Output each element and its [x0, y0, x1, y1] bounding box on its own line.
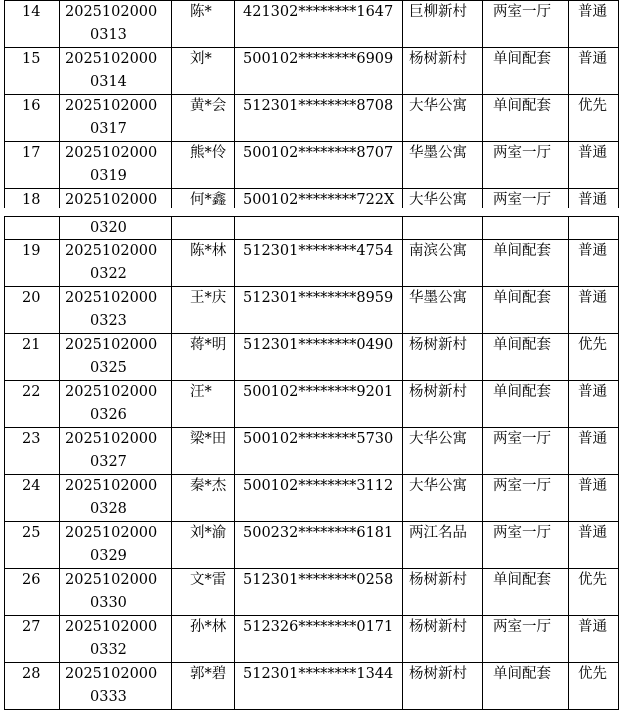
cell-category: 普通 — [569, 48, 619, 95]
cell-code — [60, 240, 172, 287]
table-row — [5, 522, 619, 569]
cell-code — [60, 428, 172, 475]
code-line-2: 0323 — [90, 313, 127, 329]
code-line-2: 0326 — [90, 407, 127, 423]
code-line-1: 2025102000 — [65, 51, 158, 67]
cell-category — [569, 217, 619, 240]
code-line-1: 2025102000 — [65, 337, 158, 353]
cell-code — [60, 1, 172, 48]
code-line-2: 0320 — [90, 220, 127, 236]
table-row — [5, 1, 619, 48]
cell-no: 16 — [5, 95, 60, 142]
cell-no — [5, 217, 60, 240]
code-line-1: 2025102000 — [65, 431, 158, 447]
cell-name: 孙*林 — [172, 616, 235, 663]
cell-type: 两室一厅 — [483, 616, 569, 663]
cell-area: 大华公寓 — [403, 428, 483, 475]
code-line-1: 2025102000 — [65, 572, 158, 588]
cell-id: 512301********8708 — [235, 95, 403, 142]
table-row — [5, 142, 619, 189]
cell-name: 王*庆 — [172, 287, 235, 334]
cell-type: 单间配套 — [483, 95, 569, 142]
cell-category: 优先 — [569, 663, 619, 710]
cell-name: 熊*伶 — [172, 142, 235, 189]
cell-id: 500102********722X — [235, 189, 403, 213]
cell-area: 杨树新村 — [403, 663, 483, 710]
code-line-2: 0332 — [90, 642, 127, 658]
cell-type: 两室一厅 — [483, 142, 569, 189]
cell-area: 华墨公寓 — [403, 287, 483, 334]
cell-name: 郭*碧 — [172, 663, 235, 710]
code-line-1: 2025102000 — [65, 384, 158, 400]
cell-id: 512301********1344 — [235, 663, 403, 710]
cell-category: 普通 — [569, 142, 619, 189]
cell-code — [60, 663, 172, 710]
cell-type: 两室一厅 — [483, 1, 569, 48]
cell-area: 华墨公寓 — [403, 142, 483, 189]
cell-code — [60, 381, 172, 428]
table-row — [5, 428, 619, 475]
code-line-2: 0313 — [90, 27, 127, 43]
code-line-2: 0325 — [90, 360, 127, 376]
cell-category: 普通 — [569, 381, 619, 428]
cell-type: 单间配套 — [483, 663, 569, 710]
cell-category: 优先 — [569, 334, 619, 381]
cell-id: 500102********9201 — [235, 381, 403, 428]
cell-no: 24 — [5, 475, 60, 522]
code-line-1: 2025102000 — [65, 666, 158, 682]
cell-code — [60, 217, 172, 240]
cell-name: 汪* — [172, 381, 235, 428]
cell-id: 512301********4754 — [235, 240, 403, 287]
table-row-continuation — [5, 217, 619, 240]
table-row — [5, 475, 619, 522]
cell-no: 25 — [5, 522, 60, 569]
code-line-1: 2025102000 — [65, 98, 158, 114]
cell-code — [60, 334, 172, 381]
table-row — [5, 287, 619, 334]
cell-no: 14 — [5, 1, 60, 48]
cell-no: 20 — [5, 287, 60, 334]
cell-area: 杨树新村 — [403, 334, 483, 381]
code-line-2: 0314 — [90, 74, 127, 90]
cell-area: 杨树新村 — [403, 616, 483, 663]
code-line-1: 2025102000 — [65, 619, 158, 635]
cell-type: 单间配套 — [483, 240, 569, 287]
cell-type: 两室一厅 — [483, 475, 569, 522]
code-line-2: 0327 — [90, 454, 127, 470]
cell-type: 两室一厅 — [483, 428, 569, 475]
cell-name: 秦*杰 — [172, 475, 235, 522]
cell-category: 普通 — [569, 287, 619, 334]
cell-category: 普通 — [569, 1, 619, 48]
cell-type: 两室一厅 — [483, 189, 569, 213]
cell-code — [60, 142, 172, 189]
code-line-1: 2025102000 — [65, 192, 158, 208]
cell-no: 22 — [5, 381, 60, 428]
cell-id: 512301********0490 — [235, 334, 403, 381]
cell-name: 何*鑫 — [172, 189, 235, 213]
cell-area: 南滨公寓 — [403, 240, 483, 287]
cell-name: 梁*田 — [172, 428, 235, 475]
cell-type — [483, 217, 569, 240]
cell-name: 陈* — [172, 1, 235, 48]
cell-area: 杨树新村 — [403, 381, 483, 428]
cell-id: 512326********0171 — [235, 616, 403, 663]
cell-area: 杨树新村 — [403, 569, 483, 616]
cell-code — [60, 95, 172, 142]
cell-no: 17 — [5, 142, 60, 189]
cell-no: 15 — [5, 48, 60, 95]
cell-no: 28 — [5, 663, 60, 710]
cell-name: 文*雷 — [172, 569, 235, 616]
cell-name — [172, 217, 235, 240]
code-line-1: 2025102000 — [65, 145, 158, 161]
cell-no: 19 — [5, 240, 60, 287]
code-line-2: 0330 — [90, 595, 127, 611]
cell-id: 500102********6909 — [235, 48, 403, 95]
code-line-2: 0319 — [90, 168, 127, 184]
cell-type: 单间配套 — [483, 334, 569, 381]
cell-id: 500232********6181 — [235, 522, 403, 569]
table-row — [5, 663, 619, 710]
cell-id — [235, 217, 403, 240]
cell-id: 500102********5730 — [235, 428, 403, 475]
cell-id: 421302********1647 — [235, 1, 403, 48]
cell-category: 普通 — [569, 475, 619, 522]
code-line-1: 2025102000 — [65, 478, 158, 494]
cell-name: 蒋*明 — [172, 334, 235, 381]
cell-code — [60, 569, 172, 616]
cell-category: 普通 — [569, 189, 619, 213]
code-line-1: 2025102000 — [65, 525, 158, 541]
cell-area: 巨柳新村 — [403, 1, 483, 48]
cell-area: 大华公寓 — [403, 95, 483, 142]
cell-category: 普通 — [569, 616, 619, 663]
cell-area: 两江名品 — [403, 522, 483, 569]
code-line-2: 0317 — [90, 121, 127, 137]
cell-no: 23 — [5, 428, 60, 475]
cell-type: 单间配套 — [483, 48, 569, 95]
cell-area — [403, 217, 483, 240]
code-line-2: 0329 — [90, 548, 127, 564]
table-row — [5, 334, 619, 381]
cell-code — [60, 616, 172, 663]
cell-name: 陈*林 — [172, 240, 235, 287]
cell-category: 优先 — [569, 569, 619, 616]
cell-id: 512301********8959 — [235, 287, 403, 334]
allocation-table-page-2 — [4, 216, 619, 710]
cell-no: 26 — [5, 569, 60, 616]
cell-type: 单间配套 — [483, 569, 569, 616]
code-line-2: 0333 — [90, 689, 127, 705]
cell-type: 两室一厅 — [483, 522, 569, 569]
cell-category: 普通 — [569, 428, 619, 475]
cell-category: 普通 — [569, 240, 619, 287]
cell-area: 杨树新村 — [403, 48, 483, 95]
code-line-1: 2025102000 — [65, 243, 158, 259]
cell-no: 18 — [5, 189, 60, 213]
cell-code — [60, 475, 172, 522]
cell-name: 刘*渝 — [172, 522, 235, 569]
cell-category: 优先 — [569, 95, 619, 142]
cell-id: 500102********3112 — [235, 475, 403, 522]
code-line-1: 2025102000 — [65, 4, 158, 20]
code-line-2: 0322 — [90, 266, 127, 282]
cell-no: 21 — [5, 334, 60, 381]
page-break — [0, 208, 621, 216]
cell-no: 27 — [5, 616, 60, 663]
table-row — [5, 569, 619, 616]
table-row — [5, 95, 619, 142]
allocation-table-page-1 — [4, 0, 619, 213]
cell-code — [60, 522, 172, 569]
cell-id: 512301********0258 — [235, 569, 403, 616]
cell-id: 500102********8707 — [235, 142, 403, 189]
cell-name: 刘* — [172, 48, 235, 95]
table-row — [5, 616, 619, 663]
cell-type: 单间配套 — [483, 287, 569, 334]
code-line-1: 2025102000 — [65, 290, 158, 306]
code-line-2: 0328 — [90, 501, 127, 517]
cell-name: 黄*会 — [172, 95, 235, 142]
cell-category: 普通 — [569, 522, 619, 569]
cell-area: 大华公寓 — [403, 189, 483, 213]
table-row — [5, 240, 619, 287]
cell-area: 大华公寓 — [403, 475, 483, 522]
table-row — [5, 48, 619, 95]
cell-type: 单间配套 — [483, 381, 569, 428]
cell-code — [60, 287, 172, 334]
table-row — [5, 381, 619, 428]
cell-code — [60, 48, 172, 95]
